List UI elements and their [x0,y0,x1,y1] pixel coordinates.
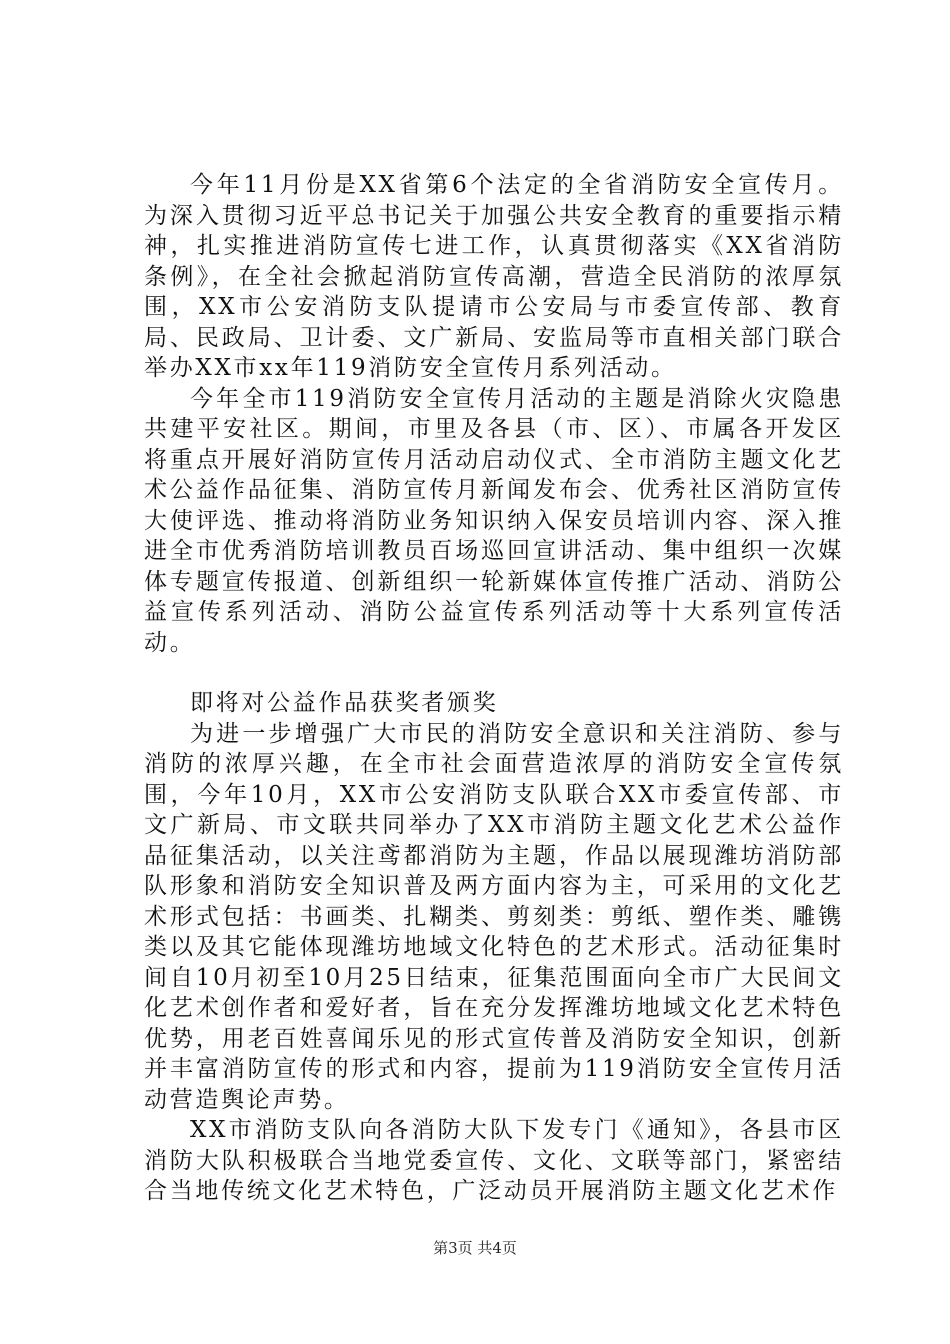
paragraph-collection-activity: 为进一步增强广大市民的消防安全意识和关注消防、参与消防的浓厚兴趣，在全市社会面营造浓厚的消防安全宣传氛围，今年10月，XX市公安消防支队联合XX市委宣传部、市文广新局、市文联共同举办了XX市消防主题文化艺术公益作品征集活动，以关注鸢都消防为主题，作品以展现潍坊消防部队形象和消防安全知识普及两方面内容为主，可采用的文化艺术形式包括：书画类、扎糊类、剪刻类：剪纸、塑作类、雕镌类以及其它能体现潍坊地域文化特色的艺术形式。活动征集时间自10月初至10月25日结束，征集范围面向全市广大民间文化艺术创作者和爱好者，旨在充分发挥潍坊地域文化艺术特色优势，用老百姓喜闻乐见的形式宣传普及消防安全知识，创新并丰富消防宣传的形式和内容，提前为119消防安全宣传月活动营造舆论声势。 [144,720,844,1113]
section-subheading: 即将对公益作品获奖者颁奖 [190,690,499,716]
page-number-footer: 第3页 共4页 [433,1239,517,1257]
document-body [144,170,844,1207]
paragraph-theme: 今年全市119消防安全宣传月活动的主题是消除火灾隐患共建平安社区。期间，市里及各县（市、区）、市属各开发区将重点开展好消防宣传月活动启动仪式、全市消防主题文化艺术公益作品征集、消防宣传月新闻发布会、优秀社区消防宣传大使评选、推动将消防业务知识纳入保安员培训内容、深入推进全市优秀消防培训教员百场巡回宣讲活动、集中组织一次媒体专题宣传报道、创新组织一轮新媒体宣传推广活动、消防公益宣传系列活动、消防公益宣传系列活动等十大系列宣传活动。 [144,385,844,656]
paragraph-notice: XX市消防支队向各消防大队下发专门《通知》，各县市区消防大队积极联合当地党委宣传、文化、文联等部门，紧密结合当地传统文化艺术特色，广泛动员开展消防主题文化艺术作 [144,1117,844,1204]
paragraph-intro: 今年11月份是XX省第6个法定的全省消防安全宣传月。为深入贯彻习近平总书记关于加强公共安全教育的重要指示精神，扎实推进消防宣传七进工作，认真贯彻落实《XX省消防条例》，在全社会掀起消防宣传高潮，营造全民消防的浓厚氛围，XX市公安消防支队提请市公安局与市委宣传部、教育局、民政局、卫计委、文广新局、安监局等市直相关部门联合举办XX市xx年119消防安全宣传月系列活动。 [144,172,844,381]
